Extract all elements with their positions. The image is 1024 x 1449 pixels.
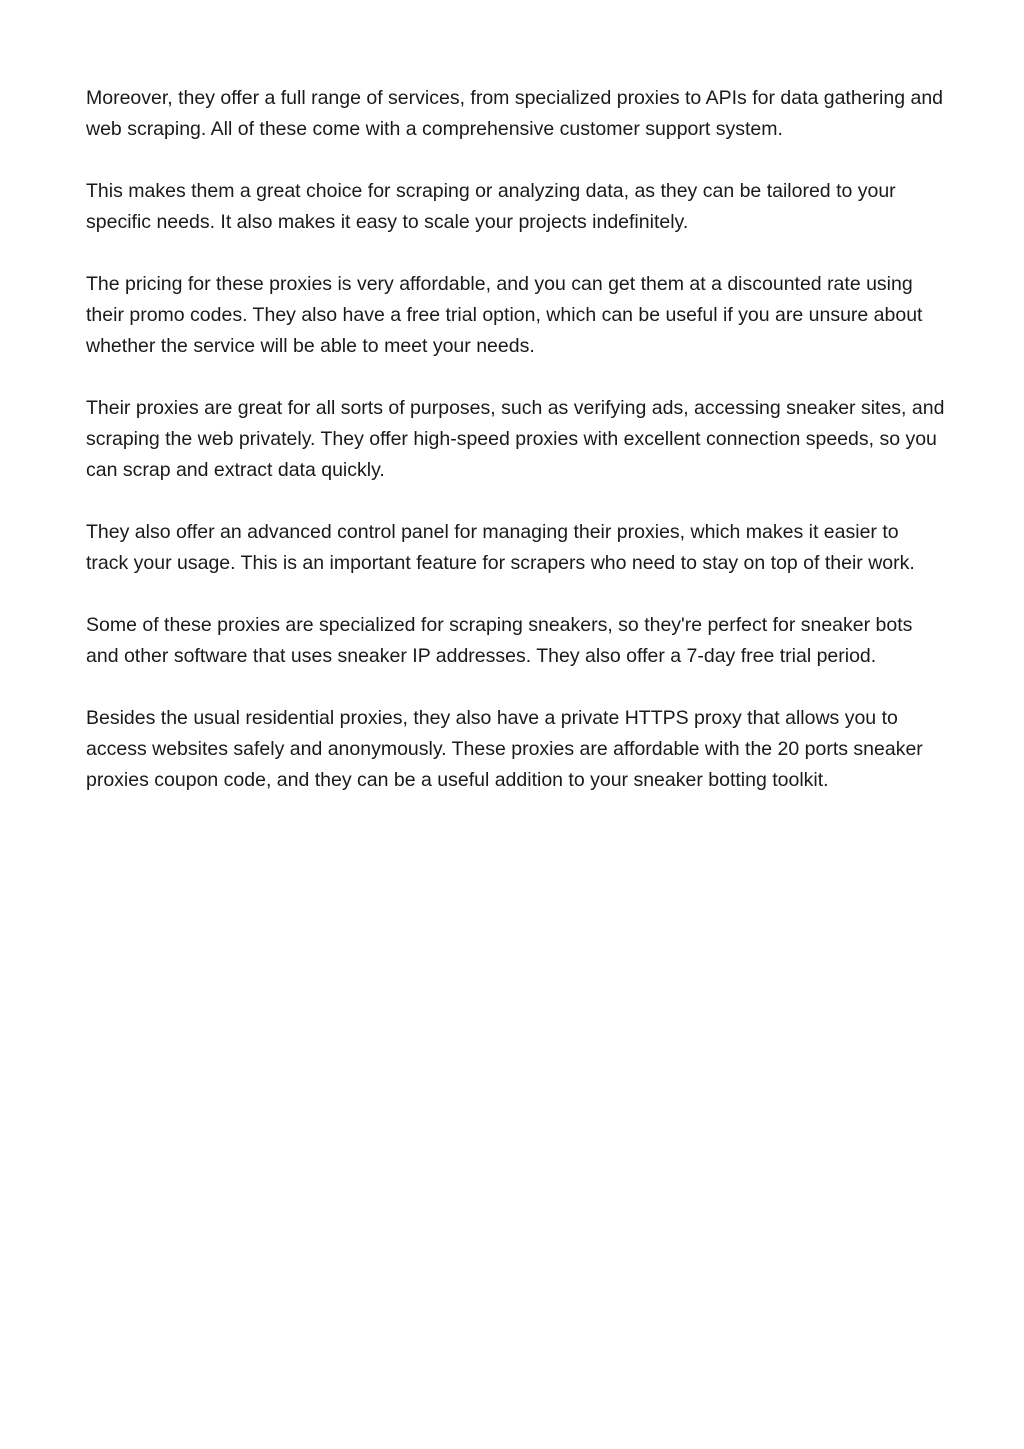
paragraph-tailored: This makes them a great choice for scraping or analyzing data, as they can be tailored to your specific needs. It also makes it easy to scale your projects indefinitely.	[86, 180, 896, 233]
paragraph-purposes: Their proxies are great for all sorts of purposes, such as verifying ads, accessing sneaker sites, and scraping the web privately. They offer high-speed proxies with excellent connection speeds, so you can scrap and extract data quickly.	[86, 397, 945, 481]
paragraph-services: Moreover, they offer a full range of services, from specialized proxies to APIs for data gathering and web scraping. All of these come with a comprehensive customer support system.	[86, 87, 944, 140]
paragraph-sneakers: Some of these proxies are specialized for scraping sneakers, so they're perfect for sneaker bots and other software that uses sneaker IP addresses. They also offer a 7-day free trial period.	[86, 614, 913, 667]
paragraph-https-proxy: Besides the usual residential proxies, they also have a private HTTPS proxy that allows you to access websites safely and anonymously. These proxies are affordable with the 20 ports sneaker proxies coupon code, and they can be a useful addition to your sneaker botting toolkit.	[86, 707, 923, 791]
paragraph-control-panel: They also offer an advanced control panel for managing their proxies, which makes it easier to track your usage. This is an important feature for scrapers who need to stay on top of their work.	[86, 521, 915, 574]
document-page	[86, 83, 946, 827]
paragraph-pricing: The pricing for these proxies is very affordable, and you can get them at a discounted rate using their promo codes. They also have a free trial option, which can be useful if you are unsure about whether the service will be able to meet your needs.	[86, 273, 923, 357]
